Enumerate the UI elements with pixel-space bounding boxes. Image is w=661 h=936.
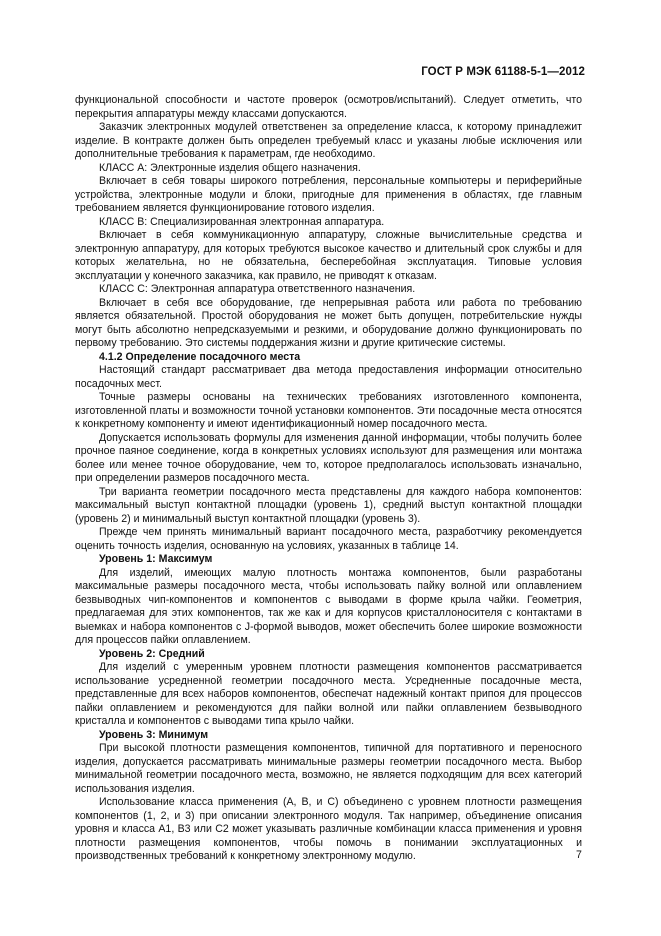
paragraph-three-variants: Три варианта геометрии посадочного места представлены для каждого набора компонентов: максимальный выступ контактной площадки (уровень 1), средний выступ контактной площадки (уровень 2) и минимальный выступ контактной площадки (уровень 3). <box>75 485 582 525</box>
level-1-heading: Уровень 1: Максимум <box>99 553 213 565</box>
level-2-description: Для изделий с умеренным уровнем плотности размещения компонентов рассматривается использование усредненной геометрии посадочного места. Усредненные посадочные места, представленные для всех наборов компонентов, обеспечат надежный контакт припоя для процессов пайки оплавлением и рекомендуются для пайки волной или пайки оплавлением безвыводного кристалла и компонентов с выводами типа крыло чайки. <box>75 661 582 727</box>
class-a-heading: КЛАСС А: Электронные изделия общего назначения. <box>99 161 361 174</box>
paragraph-recommendation: Прежде чем принять минимальный вариант посадочного места, разработчику рекомендуется оценить точность изделия, основанную на условиях, указанных в таблице 14. <box>75 526 582 552</box>
class-a-description: Включает в себя товары широкого потребления, персональные компьютеры и периферийные устройства, электронные модули и блоки, пригодные для применения в областях, где главным требованием является функционирование готового изделия. <box>75 175 582 214</box>
paragraph-continuation: функциональной способности и частоте проверок (осмотров/испытаний). Следует отметить, что перекрытия аппаратуры между классами допускаются. <box>75 94 582 120</box>
level-1-description: Для изделий, имеющих малую плотность монтажа компонентов, были разработаны максимальные размеры посадочного места, чтобы использовать пайку волной или оплавлением безвыводных чип-компонентов и компонентов с выводами в форме крыла чайки. Геометрия, предлагаемая для этих компонентов, так же как и для корпусов кристаллоносителя с контактами в выемках и набора компонентов с J-формой выводов, может обеспечить более широкие возможности для процессов пайки оплавлением. <box>75 566 582 646</box>
document-body <box>75 94 582 864</box>
paragraph-class-level-combination: Использование класса применения (А, В, и С) объединено с уровнем плотности размещения компонентов (1, 2, и 3) при описании электронного модуля. Так например, объединение описания уровня и класса А1, В3 или С2 может указывать различные комбинации класса применения и уровня плотности размещения компонентов, чтобы помочь в понимании эксплуатационных и производственных требований к конкретному электронному модулю. <box>75 796 582 862</box>
level-2-heading: Уровень 2: Средний <box>99 647 205 660</box>
level-3-description: При высокой плотности размещения компонентов, типичной для портативного и переносного изделия, допускается рассматривать минимальные размеры геометрии посадочного места. Выбор минимальной геометрии посадочного места, возможно, не является подходящим для всех категорий использования изделия. <box>75 742 582 795</box>
section-heading-4-1-2: 4.1.2 Определение посадочного места <box>99 350 301 363</box>
level-3-heading: Уровень 3: Минимум <box>99 728 209 741</box>
class-b-description: Включает в себя коммуникационную аппаратуру, сложные вычислительные средства и электронную аппаратуру, для которых требуются высокое качество и длительный срок службы и для которых желательна, но не обязательна, бесперебойная эксплуатация. Типовые условия эксплуатации у конечного заказчика, как правило, не приводят к отказам. <box>75 229 582 282</box>
class-c-description: Включает в себя все оборудование, где непрерывная работа или работа по требованию является обязательной. Простой оборудования не может быть допущен, потребительские нужды могут быть абсолютно непредсказуемыми и резкими, и оборудование должно функционировать по первому требованию. Это системы поддержания жизни и другие критические системы. <box>75 296 582 349</box>
paragraph-two-methods: Настоящий стандарт рассматривает два метода предоставления информации относительно посадочных мест. <box>75 364 582 390</box>
paragraph-customer-responsibility: Заказчик электронных модулей ответственен за определение класса, к которому принадлежит изделие. В контракте должен быть определен требуемый класс и указаны любые исключения или дополнительные требования к параметрам, где необходимо. <box>75 121 582 160</box>
page-number: 7 <box>576 849 582 861</box>
paragraph-exact-dimensions: Точные размеры основаны на технических требованиях изготовленного компонента, изготовленной платы и возможности точной установки компонентов. Эти посадочные места относятся к конкретному компоненту и имеют идентификационный номер посадочного места. <box>75 391 582 430</box>
document-header: ГОСТ Р МЭК 61188-5-1—2012 <box>421 66 585 78</box>
class-c-heading: КЛАСС С: Электронная аппаратура ответственного назначения. <box>99 283 416 295</box>
paragraph-formulas: Допускается использовать формулы для изменения данной информации, чтобы получить более прочное паяное соединение, когда в конкретных условиях используют для размещения или монтажа более или менее точное оборудование, чем то, которое предполагалось использовать изначально, при определении размеров посадочного места. <box>75 431 582 484</box>
class-b-heading: КЛАСС В: Специализированная электронная аппаратура. <box>99 215 385 228</box>
